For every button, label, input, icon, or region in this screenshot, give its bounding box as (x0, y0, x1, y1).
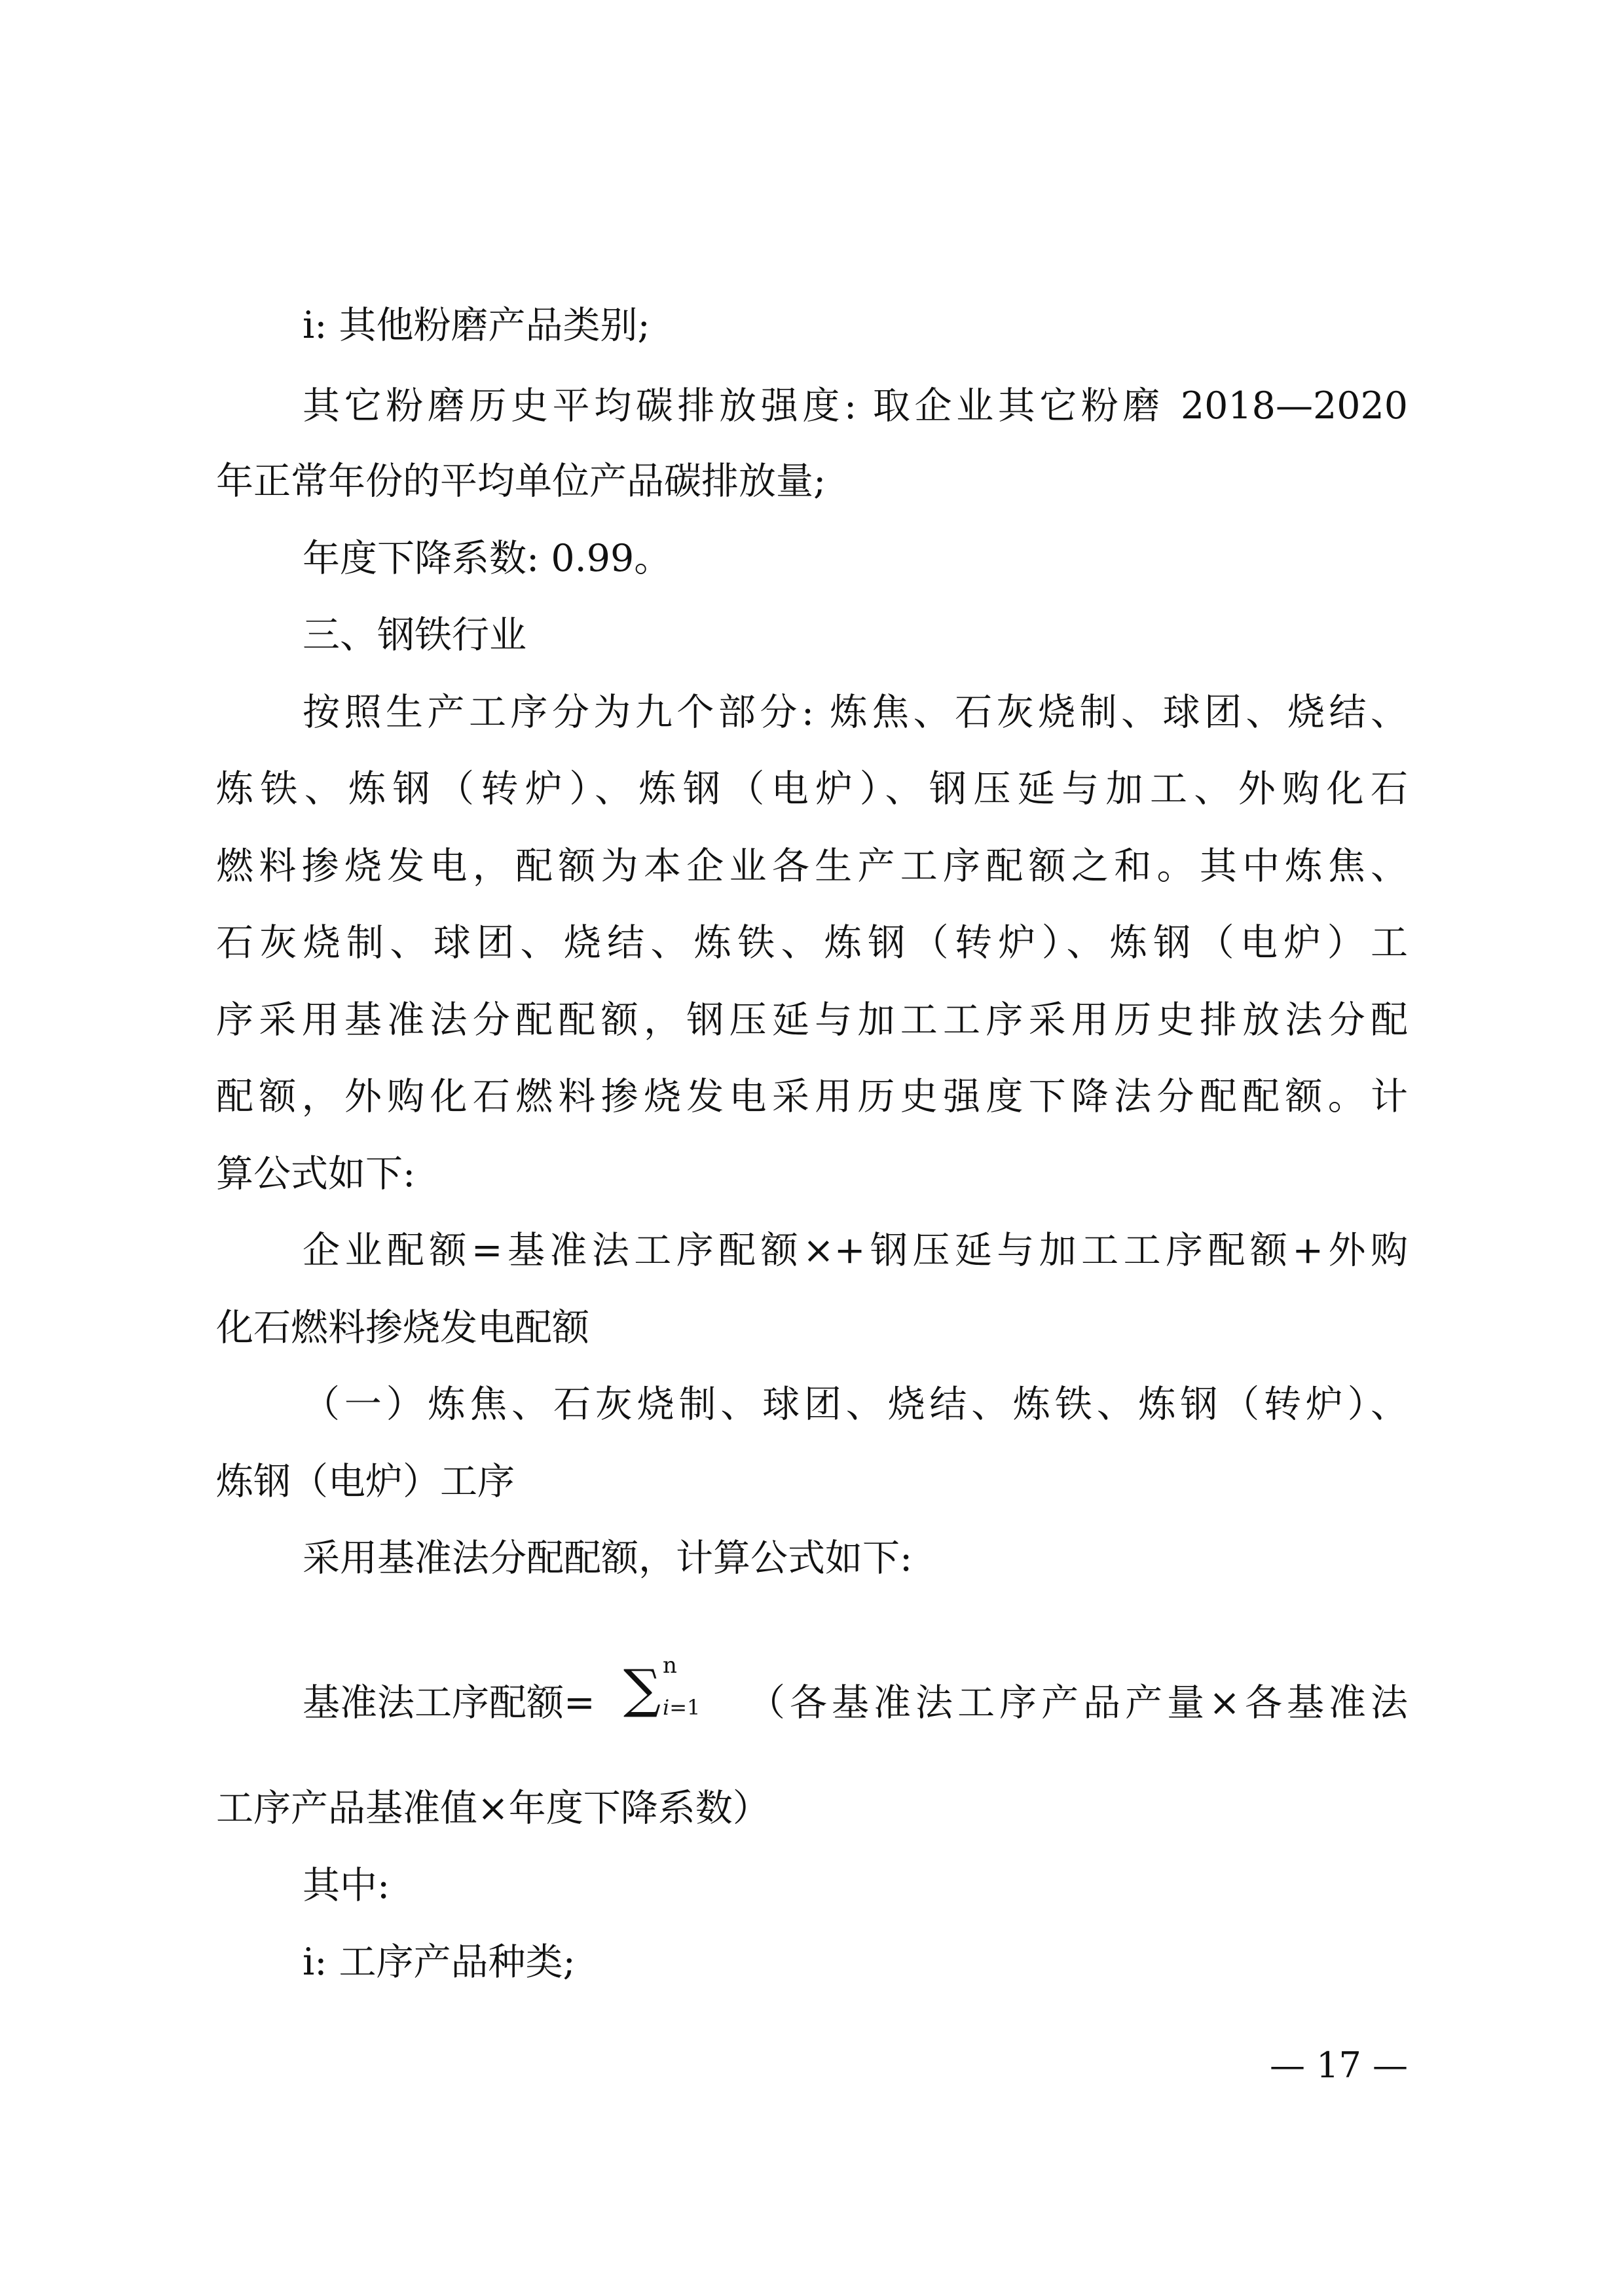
paragraph-line: 算公式如下: (216, 1152, 416, 1195)
paragraph-line: 其中: (303, 1864, 390, 1907)
paragraph-line: i: 其他粉磨产品类别; (303, 304, 650, 347)
sigma-symbol: ∑ (623, 1658, 661, 1719)
subsection-heading: 炼钢（电炉）工序 (216, 1460, 515, 1503)
paragraph-line: 按照生产工序分为九个部分: 炼焦、石灰烧制、球团、烧结、 (303, 691, 1408, 734)
sum-index-start: =1 (669, 1695, 701, 1720)
formula-text-line: 企业配额=基准法工序配额×+钢压延与加工工序配额+外购 (303, 1229, 1408, 1272)
paragraph-line: 年度下降系数: 0.99。 (303, 537, 672, 580)
paragraph-line: 年正常年份的平均单位产品碳排放量; (216, 460, 826, 503)
paragraph-line: 其它粉磨历史平均碳排放强度: 取企业其它粉磨 2018—2020 (303, 384, 1408, 428)
sum-upper-limit: n (663, 1652, 677, 1679)
page-number: — 17 — (1269, 2045, 1408, 2086)
paragraph-line: 燃料掺烧发电，配额为本企业各生产工序配额之和。其中炼焦、 (216, 845, 1408, 888)
paragraph-line: 配额，外购化石燃料掺烧发电采用历史强度下降法分配配额。计 (216, 1075, 1408, 1118)
paragraph-line: 石灰烧制、球团、烧结、炼铁、炼钢（转炉）、炼钢（电炉）工 (216, 921, 1408, 964)
formula-rhs: （各基准法工序产品产量×各基准法 (748, 1681, 1408, 1724)
paragraph-line: 炼铁、炼钢（转炉）、炼钢（电炉）、钢压延与加工、外购化石 (216, 767, 1408, 811)
summation-symbol-group (623, 1652, 702, 1728)
summation-formula (303, 1652, 1408, 1728)
paragraph-line: 序采用基准法分配配额，钢压延与加工工序采用历史排放法分配 (216, 998, 1408, 1042)
formula-text-line: 化石燃料掺烧发电配额 (216, 1306, 589, 1349)
formula-lhs: 基准法工序配额= (303, 1681, 595, 1724)
paragraph-line: 工序产品基准值×年度下降系数） (216, 1787, 770, 1830)
paragraph-line: i: 工序产品种类; (303, 1941, 576, 1984)
subsection-heading: （一）炼焦、石灰烧制、球团、烧结、炼铁、炼钢（转炉）、 (303, 1383, 1408, 1426)
sum-lower-limit (663, 1694, 700, 1721)
section-heading: 三、钢铁行业 (303, 613, 526, 657)
sum-index-variable: i (663, 1695, 670, 1720)
paragraph-line: 采用基准法分配配额，计算公式如下: (303, 1537, 913, 1580)
